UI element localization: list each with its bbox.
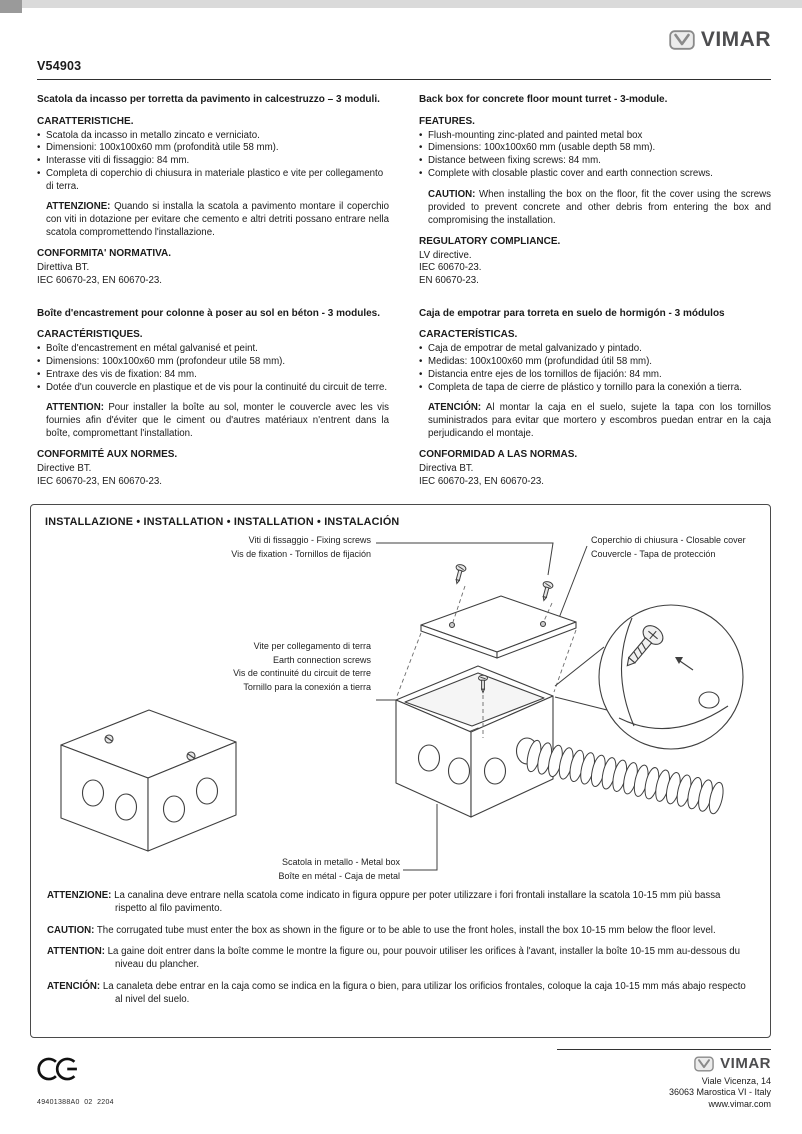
compliance-line: Directiva BT. xyxy=(419,463,474,475)
note-text: La gaine doit entrer dans la boîte comme le montre la figure ou, pour pouvoir utiliser les orifices à l'avant, installer la boîte 10-15 mm au-dessous du niveau du plancher. xyxy=(107,946,741,971)
warning-text: Al montar la caja en el suelo, sujete la tapa con los tornillos suministrados para evitar que mortero y escombros puedan entrar en la caja perjudicando el montaje. xyxy=(428,402,771,440)
note-text: La canaleta debe entrar en la caja como se indica en la figura o bien, para utilizar los orificios frontales, coloque la caja 10-15 mm más abajo respecto al nivel del suelo. xyxy=(102,980,746,1005)
feature-item: • Entraxe des vis de fixation: 84 mm. xyxy=(37,369,389,382)
page-header xyxy=(37,24,771,76)
feature-item: • Dimensioni: 100x100x60 mm (profondità utile 58 mm). xyxy=(37,142,389,155)
mounted-screw xyxy=(105,735,113,743)
diagram-label-line: Couvercle - Tapa de protección xyxy=(591,548,716,559)
viewer-top-left-square xyxy=(0,0,22,13)
installation-section xyxy=(30,504,771,1038)
cover-drawing xyxy=(421,596,576,658)
feature-item: • Distance between fixing screws: 84 mm. xyxy=(419,155,771,168)
installation-note xyxy=(47,890,754,916)
cover-label xyxy=(591,534,746,561)
zoom-detail-circle xyxy=(555,605,743,749)
metal-box-drawing xyxy=(396,666,553,817)
ce-mark xyxy=(37,1056,79,1087)
note-text: La canalina deve entrare nella scatola come indicato in figura oppure per poter utilizzare i fori frontali installare la scatola 10-15 mm più bassa rispetto al filo pavimento. xyxy=(114,890,721,914)
installation-note xyxy=(47,925,754,938)
features-heading: CARATTERISTICHE. xyxy=(37,115,134,127)
compliance-line: IEC 60670-23, EN 60670-23. xyxy=(419,476,544,487)
features-list xyxy=(419,130,771,181)
warning-note xyxy=(428,188,771,227)
vimar-footer-logo xyxy=(669,1055,771,1072)
address-line: 36063 Marostica VI - Italy xyxy=(668,1087,771,1098)
section-title: Caja de empotrar para torreta en suelo de hormigón - 3 módulos xyxy=(419,307,725,319)
warning-note xyxy=(46,401,389,440)
compliance-line: IEC 60670-23, EN 60670-23. xyxy=(37,275,162,287)
compliance-line: IEC 60670-23, EN 60670-23. xyxy=(37,476,162,487)
fixing-screw-drawing xyxy=(539,581,554,602)
warning-text: When installing the box on the floor, fit the cover using the screws provided to prevent concrete and other debris from entering the box and compromising the installation. xyxy=(428,188,771,226)
product-code: V54903 xyxy=(37,59,82,73)
metal-box-label xyxy=(278,856,400,883)
compliance-heading: REGULATORY COMPLIANCE. xyxy=(419,235,561,247)
vimar-footer-logo-text: VIMAR xyxy=(720,1055,771,1072)
installation-diagram-area xyxy=(31,530,770,886)
address-line: Viale Vicenza, 14 xyxy=(701,1076,771,1086)
diagram-label-line: Vis de continuité du circuit de terre xyxy=(233,668,371,678)
vimar-logo xyxy=(669,28,771,52)
diagram-label-line: Boîte en métal - Caja de metal xyxy=(278,870,400,881)
installation-note xyxy=(47,981,754,1007)
warning-note xyxy=(46,200,389,239)
features-list xyxy=(419,343,771,394)
section-french xyxy=(37,308,389,489)
fixing-screw-drawing xyxy=(452,564,467,585)
closed-box-drawing xyxy=(61,710,236,851)
feature-item: • Boîte d'encastrement en métal galvanisé et peint. xyxy=(37,343,389,356)
diagram-label-line: Vite per collegamento di terra xyxy=(253,641,371,651)
warning-label: CAUTION: xyxy=(428,188,476,200)
warning-text: Pour installer la boîte au sol, monter le couvercle avec les vis fournies afin d'éviter que le ciment ou d'autres matériaux n'entrent dans la boîte, compromettant l'installation. xyxy=(46,402,389,440)
warning-text: Quando si installa la scatola a pavimento montare il coperchio con viti in dotazione per evitare che cemento e altri detriti possano entrare nella scatola compromettendo l'installazione. xyxy=(46,201,389,239)
feature-item: • Completa de tapa de cierre de plástico y tornillo para la conexión a tierra. xyxy=(419,382,771,395)
diagram-label-line: Coperchio di chiusura - Closable cover xyxy=(591,535,746,545)
diagram-label-line: Vis de fixation - Tornillos de fijación xyxy=(231,548,371,559)
header-rule xyxy=(37,79,771,80)
compliance-line: LV directive. xyxy=(419,249,472,261)
compliance-line: IEC 60670-23. xyxy=(419,262,482,274)
note-label: ATTENZIONE: xyxy=(47,890,112,901)
installation-diagram xyxy=(31,530,769,886)
feature-item: • Interasse viti di fissaggio: 84 mm. xyxy=(37,155,389,168)
feature-item: • Dimensions: 100x100x60 mm (usable depth 58 mm). xyxy=(419,142,771,155)
feature-item: • Dimensions: 100x100x60 mm (profondeur utile 58 mm). xyxy=(37,356,389,369)
section-title: Boîte d'encastrement pour colonne à poser au sol en béton - 3 modules. xyxy=(37,307,380,319)
earth-screws-label xyxy=(233,640,371,694)
note-label: CAUTION: xyxy=(47,924,95,936)
warning-label: ATTENZIONE: xyxy=(46,201,111,213)
compliance-heading: CONFORMIDAD A LAS NORMAS. xyxy=(419,449,578,461)
compliance-heading: CONFORMITA' NORMATIVA. xyxy=(37,248,172,260)
installation-note xyxy=(47,946,754,972)
installation-notes xyxy=(31,886,770,1007)
warning-label: ATTENTION: xyxy=(46,402,104,414)
feature-item: • Caja de empotrar de metal galvanizado y pintado. xyxy=(419,343,771,356)
diagram-label-line: Earth connection screws xyxy=(272,654,371,665)
footer-right xyxy=(669,1055,771,1110)
feature-item: • Flush-mounting zinc-plated and painted metal box xyxy=(419,130,771,143)
features-list xyxy=(37,343,389,394)
footer-rule xyxy=(557,1049,771,1050)
features-list xyxy=(37,130,389,194)
section-english xyxy=(419,94,771,288)
section-title: Scatola da incasso per torretta da pavimento in calcestruzzo – 3 moduli. xyxy=(37,94,380,105)
compliance-line: Direttiva BT. xyxy=(37,262,90,274)
features-heading: FEATURES. xyxy=(419,115,475,127)
section-italian xyxy=(37,94,389,288)
compliance-heading: CONFORMITÉ AUX NORMES. xyxy=(37,449,178,461)
feature-item: • Distancia entre ejes de los tornillos de fijación: 84 mm. xyxy=(419,369,771,382)
feature-item: • Scatola da incasso in metallo zincato e verniciato. xyxy=(37,130,389,143)
section-spanish xyxy=(419,308,771,489)
mounted-screw xyxy=(187,752,195,760)
viewer-top-strip xyxy=(0,0,802,8)
vimar-footer-logo-icon xyxy=(694,1056,714,1072)
company-address xyxy=(669,1076,771,1110)
section-title: Back box for concrete floor mount turret - 3-module. xyxy=(419,94,668,105)
corrugated-tube-drawing xyxy=(525,739,726,815)
note-text: The corrugated tube must enter the box as shown in the figure or to be able to use the front holes, install the box 10-15 mm below the floor level. xyxy=(96,924,716,936)
warning-note xyxy=(428,401,771,440)
feature-item: • Completa di coperchio di chiusura in materiale plastico e vite per collegamento di terra. xyxy=(37,168,389,194)
vimar-logo-text: VIMAR xyxy=(700,28,771,51)
compliance-line: EN 60670-23. xyxy=(419,274,479,286)
note-label: ATTENTION: xyxy=(47,946,105,958)
diagram-label-line: Scatola in metallo - Metal box xyxy=(281,857,400,867)
feature-item: • Complete with closable plastic cover and earth connection screws. xyxy=(419,168,771,181)
features-heading: CARACTERÍSTICAS. xyxy=(419,329,518,341)
fixing-screws-label xyxy=(231,534,371,561)
diagram-label-line: Tornillo para la conexión a tierra xyxy=(243,681,371,692)
ce-mark-icon xyxy=(37,1056,79,1082)
installation-title: INSTALLAZIONE • INSTALLATION • INSTALLATION • INSTALACIÓN xyxy=(45,516,400,528)
warning-label: ATENCIÓN: xyxy=(428,402,482,414)
features-heading: CARACTÉRISTIQUES. xyxy=(37,329,143,341)
doc-number: 49401388A0 02 2204 xyxy=(37,1099,114,1106)
feature-item: • Dotée d'un couvercle en plastique et de vis pour la continuité du circuit de terre. xyxy=(37,382,389,395)
vimar-logo-icon xyxy=(669,30,695,50)
feature-item: • Medidas: 100x100x60 mm (profundidad útil 58 mm). xyxy=(419,356,771,369)
language-sections xyxy=(37,94,771,489)
diagram-label-line: Viti di fissaggio - Fixing screws xyxy=(248,535,371,545)
note-label: ATENCIÓN: xyxy=(47,980,101,992)
website-link[interactable]: www.vimar.com xyxy=(708,1098,771,1109)
compliance-line: Directive BT. xyxy=(37,463,92,475)
